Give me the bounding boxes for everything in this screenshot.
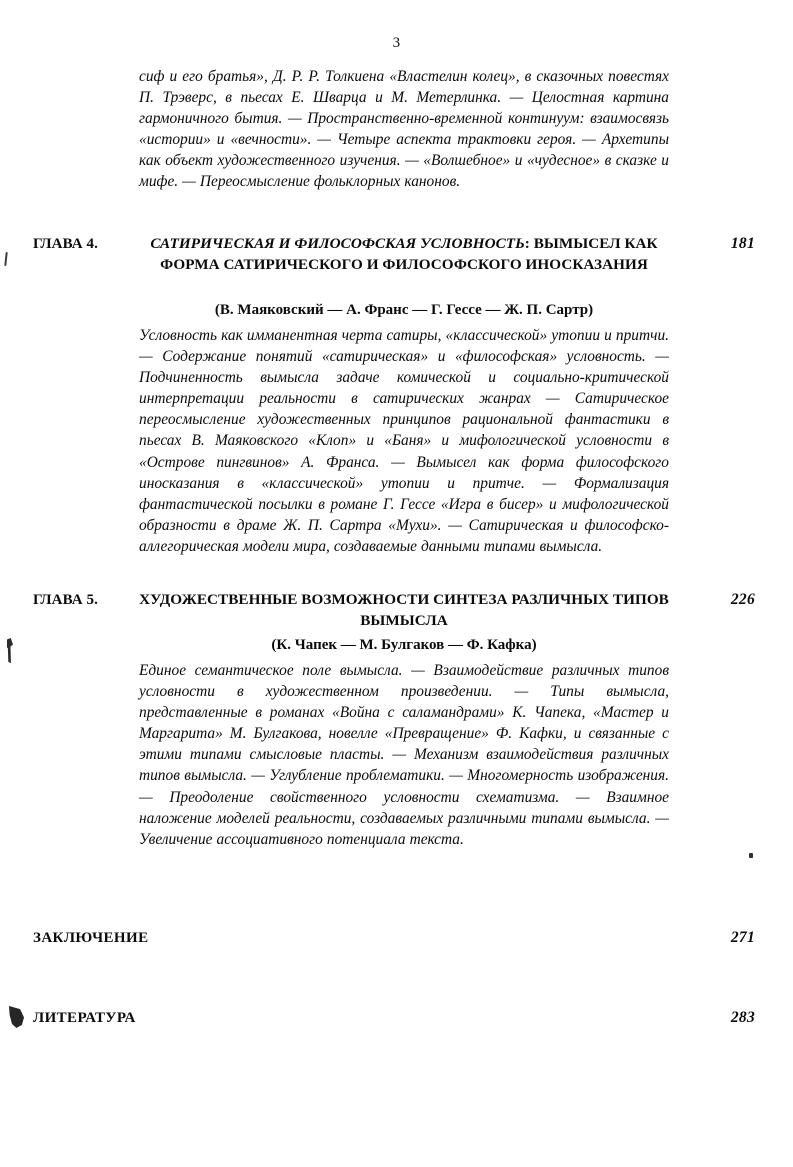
- scan-artifact-mark-left-upper: [4, 252, 7, 266]
- chapter-4-label: ГЛАВА 4.: [33, 236, 98, 252]
- chapter-4-page-number: 181: [730, 235, 755, 252]
- chapter-4-subtitle: (В. Маяковский — А. Франс — Г. Гессе — Ж. П. Сартр): [214, 302, 594, 318]
- chapter-4-title-italic: САТИРИЧЕСКАЯ И ФИЛОСОФСКАЯ УСЛОВНОСТЬ: [150, 235, 525, 252]
- chapter-4-title: [139, 234, 669, 275]
- chapter-4-annotation-paragraph: Условность как имманентная черта сатиры, «классической» утопии и притчи. — Содержание понятий «сатирическая» и «философская» условность. — Подчиненность вымысла задаче комической и социально-критической интерпретации реальности в сатирических жанрах — Сатирическое переосмысление художественных принципов рациональной фантастики в пьесах В. Маяковского «Клоп» и «Баня» и мифологической условности в «Острове пингвинов» А. Франса. — Вымысел как форма философского иносказания в «классической» утопии и притче. — Формализация фантастической посылки в романе Г. Гессе «Игра в бисер» и мифологической образности в драме Ж. П. Сартра «Мухи». — Сатирическая и философско-аллегорическая модели мира, создаваемые данными типами вымысла.: [139, 327, 669, 555]
- chapter-5-title: [139, 590, 669, 631]
- chapter-5-subtitle: (К. Чапек — М. Булгаков — Ф. Кафка): [271, 637, 537, 653]
- intro-annotation-paragraph: сиф и его братья», Д. Р. Р. Толкиена «Властелин колец», в сказочных повестях П. Трэверс, в пьесах Е. Шварца и М. Метерлинка. — Целостная картина гармоничного бытия. — Пространственно-временной континуум: взаимосвязь «истории» и «вечности». — Четыре аспекта трактовки героя. — Архетипы как объект художественного изучения. — «Волшебное» и «чудесное» в сказке и мифе. — Переосмысление фольклорных канонов.: [139, 68, 669, 191]
- conclusion-title: ЗАКЛЮЧЕНИЕ: [33, 930, 149, 946]
- chapter-5-annotation-paragraph: Единое семантическое поле вымысла. — Взаимодействие различных типов условности в художественном произведении. — Типы вымысла, представленные в романах «Война с саламандрами» К. Чапека, «Мастер и Маргарита» М. Булгакова, новелле «Превращение» Ф. Кафки, и связанные с этими типами смысловые пласты. — Механизм взаимодействия различных типов вымысла. — Углубление проблематики. — Многомерность изображения. — Преодоление свойственного условности схематизма. — Взаимное наложение моделей реальности, создаваемых различными типами вымысла. — Увеличение ассоциативного потенциала текста.: [139, 662, 669, 848]
- bibliography-title: ЛИТЕРАТУРА: [33, 1010, 136, 1026]
- chapter-5-label: ГЛАВА 5.: [33, 592, 98, 608]
- chapter-5-page-number: 226: [730, 591, 755, 608]
- chapter-5-title-upright: ХУДОЖЕСТВЕННЫЕ ВОЗМОЖНОСТИ СИНТЕЗА РАЗЛИЧНЫХ ТИПОВ ВЫМЫСЛА: [139, 591, 669, 629]
- scan-artifact-mark-left-middle: [7, 638, 13, 663]
- conclusion-page-number: 271: [730, 929, 755, 946]
- scan-artifact-dot-right: [749, 853, 753, 858]
- bibliography-page-number: 283: [730, 1009, 755, 1026]
- scan-artifact-blob-left-lower: [9, 1006, 24, 1028]
- chapter-4-title-upright: : ВЫМЫСЕЛ КАК ФОРМА САТИРИЧЕСКОГО И ФИЛОСОФСКОГО ИНОСКАЗАНИЯ: [160, 235, 658, 273]
- page-folio-number: 3: [392, 35, 401, 51]
